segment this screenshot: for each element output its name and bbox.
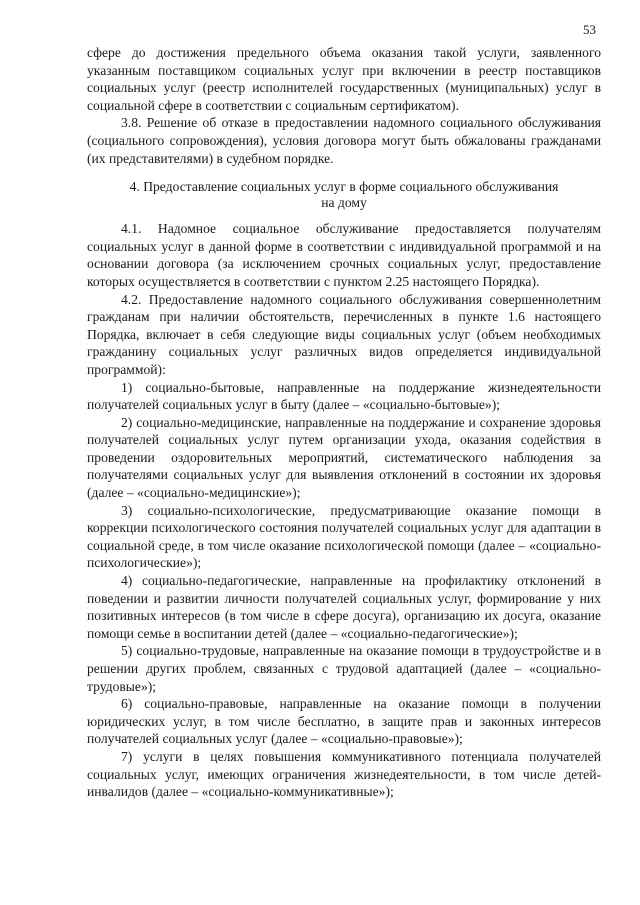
paragraph-3-8: 3.8. Решение об отказе в предоставлении надомного социального обслуживания (социального сопровождения), условия договора могут быть обжалованы гражданами (их представителями) в судебном порядке.	[87, 115, 601, 166]
list-item-6: 6) социально-правовые, направленные на оказание помощи в получении юридических услуг, в том числе бесплатно, в защите прав и законных интересов получателей социальных услуг (далее – «социально-правовые»);	[87, 696, 601, 747]
list-item-4: 4) социально-педагогические, направленные на профилактику отклонений в поведении и развитии личности получателей социальных услуг, формирование у них позитивных интересов (в том числе в сфере досуга), организацию их досуга, оказание помощи семье в воспитании детей (далее – «социально-педагогические»);	[87, 573, 601, 641]
section-heading-4: 4. Предоставление социальных услуг в форме социального обслуживания на дому	[129, 179, 559, 210]
list-item-5: 5) социально-трудовые, направленные на оказание помощи в трудоустройстве и в решении других проблем, связанных с трудовой адаптацией (далее – «социально-трудовые»);	[87, 643, 601, 694]
list-item-7: 7) услуги в целях повышения коммуникативного потенциала получателей социальных услуг, имеющих ограничения жизнедеятельности, в том числе детей-инвалидов (далее – «социально-коммуникативные»);	[87, 748, 601, 800]
paragraph-intro: сфере до достижения предельного объема оказания такой услуги, заявленного указанным поставщиком социальных услуг при включении в реестр поставщиков социальных услуг (реестр исполнителей государственных (муниципальных) услуг в социальной сфере в соответствии с социальным сертификатом).	[87, 45, 601, 113]
list-item-3: 3) социально-психологические, предусматривающие оказание помощи в коррекции психологического состояния получателей социальных услуг для адаптации в социальной среде, в том числе оказание психологической помощи (далее – «социально-психологические»);	[87, 502, 601, 571]
paragraph-4-1: 4.1. Надомное социальное обслуживание предоставляется получателям социальных услуг в данной форме в соответствии с индивидуальной программой и на основании договора (за исключением срочных социальных услуг, предоставление которых осуществляется в соответствии с пунктом 2.25 настоящего Порядка).	[87, 221, 601, 289]
page-number: 53	[583, 22, 596, 37]
list-item-1: 1) социально-бытовые, направленные на поддержание жизнедеятельности получателей социальных услуг в быту (далее – «социально-бытовые»);	[87, 379, 601, 413]
paragraph-4-2: 4.2. Предоставление надомного социального обслуживания совершеннолетним гражданам при наличии обстоятельств, перечисленных в пункте 1.6 настоящего Порядка, включает в себя следующие виды социальных услуг (объем необходимых гражданину социальных услуг различных видов определяется индивидуальной программой):	[87, 291, 601, 377]
document-body	[87, 44, 601, 801]
list-item-2: 2) социально-медицинские, направленные на поддержание и сохранение здоровья получателей социальных услуг путем организации ухода, оказания содействия в проведении оздоровительных мероприятий, систематического наблюдения за получателями социальных услуг для выявления отклонений в состоянии их здоровья (далее – «социально-медицинские»);	[87, 414, 601, 501]
